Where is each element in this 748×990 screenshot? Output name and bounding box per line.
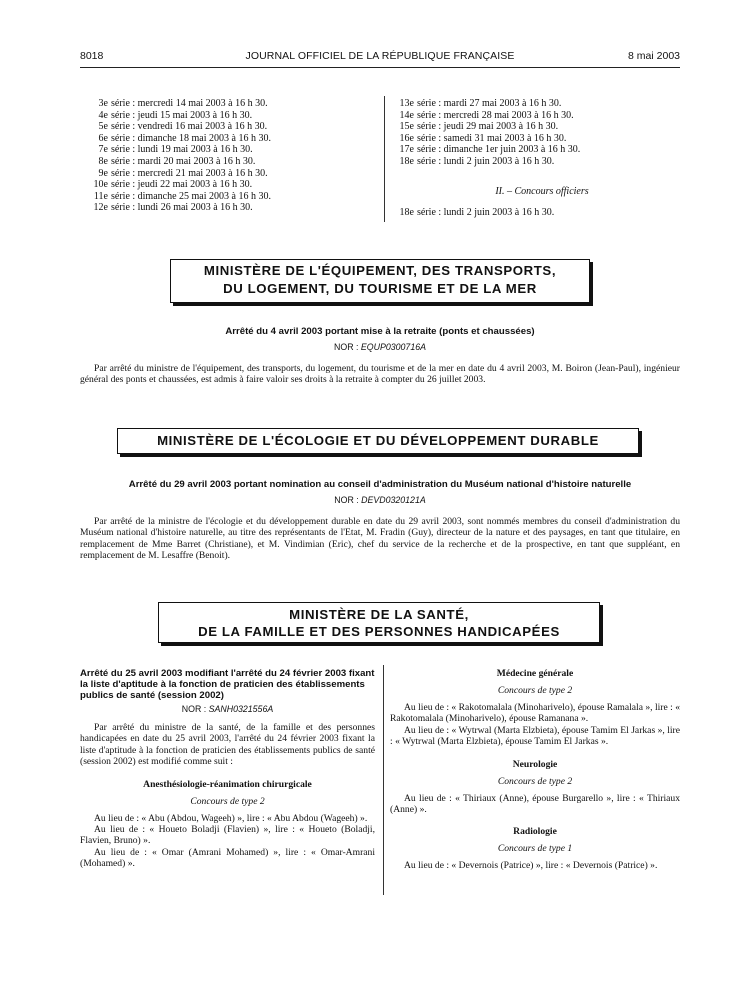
series-row — [86, 179, 376, 191]
nor-ecologie — [80, 495, 680, 505]
sante-left-column — [80, 668, 375, 870]
left-specialties — [80, 779, 375, 870]
ministry-ecologie-box — [117, 428, 639, 454]
arrete-title-sante: Arrêté du 25 avril 2003 modifiant l'arrêté du 24 février 2003 fixant la liste d'aptitude à la fonction de praticien des établissements publics de santé (session 2002) — [80, 668, 375, 701]
nor-label: NOR : — [334, 495, 359, 505]
series-number: 8e — [98, 155, 108, 167]
nor-equipement — [80, 342, 680, 352]
ministry-title-line1: MINISTÈRE DE LA SANTÉ, — [289, 607, 469, 622]
series-number: 18e — [399, 207, 414, 218]
nor-label: NOR : — [334, 342, 359, 352]
specialty-title: Radiologie — [513, 826, 557, 838]
series-row — [86, 98, 376, 110]
concours-officiers-row — [392, 207, 682, 219]
series-row — [392, 110, 682, 122]
header-rule — [80, 67, 680, 68]
right-specialties — [390, 668, 680, 872]
column-divider — [384, 96, 385, 222]
series-text: série : mercredi 21 mai 2003 à 16 h 30. — [111, 167, 268, 179]
series-number: 16e — [399, 132, 414, 144]
nor-sante — [80, 704, 375, 714]
series-row — [86, 133, 376, 145]
series-number: 14e — [399, 109, 414, 121]
series-text: série : mercredi 28 mai 2003 à 16 h 30. — [417, 109, 574, 121]
series-text: série : lundi 19 mai 2003 à 16 h 30. — [111, 144, 253, 156]
series-row — [392, 156, 682, 168]
page-number: 8018 — [80, 50, 104, 62]
correction-line: Au lieu de : « Abu (Abdou, Wageeh) », lire : « Abu Abdou (Wageeh) ». — [94, 812, 368, 824]
page-header — [80, 50, 680, 64]
correction-line: Au lieu de : « Wytrwal (Marta Elzbieta), épouse Tamim El Jarkas », lire : « Wytrwal (Marta Elzbieta), épouse Tamim El Jarkas ». — [390, 724, 680, 748]
ministry-title-line1: MINISTÈRE DE L'ÉCOLOGIE ET DU DÉVELOPPEMENT DURABLE — [157, 433, 599, 448]
specialty-title: Médecine générale — [496, 668, 574, 679]
column-divider — [383, 665, 384, 895]
correction-line: Au lieu de : « Houeto Boladji (Flavien) », lire : « Houeto (Boladji, Flavien, Bruno) ». — [80, 824, 375, 847]
series-number: 9e — [98, 167, 108, 179]
journal-title: JOURNAL OFFICIEL DE LA RÉPUBLIQUE FRANÇAISE — [245, 50, 515, 62]
concours-officiers-heading: II. – Concours officiers — [495, 186, 589, 197]
series-row — [392, 121, 682, 133]
arrete-title-ecologie: Arrêté du 29 avril 2003 portant nomination au conseil d'administration du Muséum national d'histoire naturelle — [128, 479, 632, 490]
series-number: 15e — [399, 121, 414, 133]
series-text: série : vendredi 16 mai 2003 à 16 h 30. — [111, 121, 268, 133]
ministry-equipement-box — [170, 259, 590, 303]
series-row — [86, 156, 376, 168]
series-text: série : lundi 26 mai 2003 à 16 h 30. — [111, 202, 253, 214]
ministry-title-line2: DE LA FAMILLE ET DES PERSONNES HANDICAPÉES — [198, 624, 560, 639]
series-text: série : dimanche 25 mai 2003 à 16 h 30. — [111, 190, 271, 202]
series-row — [86, 144, 376, 156]
issue-date: 8 mai 2003 — [628, 50, 680, 62]
concours-type: Concours de type 2 — [190, 795, 265, 807]
series-number: 18e — [399, 155, 414, 167]
series-text: série : mardi 27 mai 2003 à 16 h 30. — [417, 98, 562, 109]
series-number: 11e — [93, 190, 108, 202]
series-number: 4e — [98, 109, 108, 121]
series-text: série : mardi 20 mai 2003 à 16 h 30. — [111, 155, 256, 167]
series-row — [86, 110, 376, 122]
concours-type: Concours de type 2 — [497, 685, 573, 696]
series-number: 7e — [98, 144, 108, 156]
correction-line: Au lieu de : « Devernois (Patrice) », lire : « Devernois (Patrice) ». — [404, 860, 658, 872]
series-text: série : dimanche 18 mai 2003 à 16 h 30. — [111, 132, 271, 144]
series-text: série : dimanche 1er juin 2003 à 16 h 30. — [417, 144, 581, 156]
series-text: série : lundi 2 juin 2003 à 16 h 30. — [417, 207, 555, 218]
series-number: 17e — [399, 144, 414, 156]
specialty-title: Neurologie — [512, 758, 558, 770]
series-text: série : samedi 31 mai 2003 à 16 h 30. — [417, 132, 567, 144]
series-text: série : lundi 2 juin 2003 à 16 h 30. — [417, 155, 555, 167]
nor-code: EQUP0300716A — [360, 342, 426, 352]
ministry-title-line1: MINISTÈRE DE L'ÉQUIPEMENT, DES TRANSPORTS, — [203, 263, 557, 278]
nor-code: DEVD0320121A — [361, 495, 426, 505]
series-row — [86, 121, 376, 133]
series-text: série : mercredi 14 mai 2003 à 16 h 30. — [111, 98, 268, 109]
series-text: série : jeudi 15 mai 2003 à 16 h 30. — [111, 109, 253, 121]
series-row — [86, 202, 376, 214]
series-number: 5e — [98, 121, 108, 133]
series-text: série : jeudi 22 mai 2003 à 16 h 30. — [111, 179, 253, 191]
series-number: 12e — [93, 202, 108, 214]
ministry-title-line2: DU LOGEMENT, DU TOURISME ET DE LA MER — [223, 281, 537, 296]
series-row — [86, 191, 376, 203]
ministry-sante-box — [158, 602, 600, 643]
series-row — [392, 98, 682, 110]
arrete-body-ecologie: Par arrêté de la ministre de l'écologie et du développement durable en date du 29 avril 2003, sont nommés membres du conseil d'administration du Muséum national d'histoire naturelle, au titre des représentants de l'Etat, M. Fradin (Guy), directeur de la nature et des paysages, en tant que titulaire, en remplacement de Mme Barret (Christiane), et M. Vindimian (Eric), chef du service de la recherche et de la prospective, en tant que suppléant, en remplacement de M. Lesaffre (Benoit). — [80, 516, 680, 562]
nor-label: NOR : — [181, 704, 207, 714]
nor-code: SANH0321556A — [208, 704, 274, 714]
series-number: 6e — [98, 132, 108, 144]
arrete-title-equipement: Arrêté du 4 avril 2003 portant mise à la retraite (ponts et chaussées) — [225, 326, 535, 337]
correction-line: Au lieu de : « Thiriaux (Anne), épouse Burgarello », lire : « Thiriaux (Anne) ». — [390, 792, 680, 816]
correction-line: Au lieu de : « Omar (Amrani Mohamed) », lire : « Omar-Amrani (Mohamed) ». — [80, 846, 375, 870]
arrete-body-equipement: Par arrêté du ministre de l'équipement, des transports, du logement, du tourisme et de la mer en date du 4 avril 2003, M. Boiron (Jean-Paul), ingénieur général des ponts et chaussées, est admis à faire valoir ses droits à la retraite à compter du 26 juillet 2003. — [80, 363, 680, 386]
specialty-title: Anesthésiologie-réanimation chirurgicale — [143, 778, 312, 790]
series-list-left — [86, 98, 376, 214]
series-row — [392, 133, 682, 145]
concours-type: Concours de type 2 — [497, 775, 573, 787]
series-text: série : jeudi 29 mai 2003 à 16 h 30. — [417, 121, 559, 133]
correction-line: Au lieu de : « Rakotomalala (Minoharivelo), épouse Ramalala », lire : « Rakotomalala (Minoharivelo), épouse Ramanana ». — [390, 702, 681, 725]
series-row — [86, 168, 376, 180]
series-list-right — [392, 98, 682, 168]
series-number: 13e — [399, 98, 414, 109]
series-number: 3e — [98, 98, 108, 109]
series-row — [392, 144, 682, 156]
series-number: 10e — [93, 179, 108, 191]
arrete-intro-sante: Par arrêté du ministre de la santé, de la famille et des personnes handicapées en date du 25 avril 2003, l'arrêté du 24 février 2003 fixant la liste d'aptitude à la fonction de praticien des établissements publics de santé (session 2002) est modifié comme suit : — [80, 722, 375, 768]
concours-type: Concours de type 1 — [497, 843, 573, 855]
